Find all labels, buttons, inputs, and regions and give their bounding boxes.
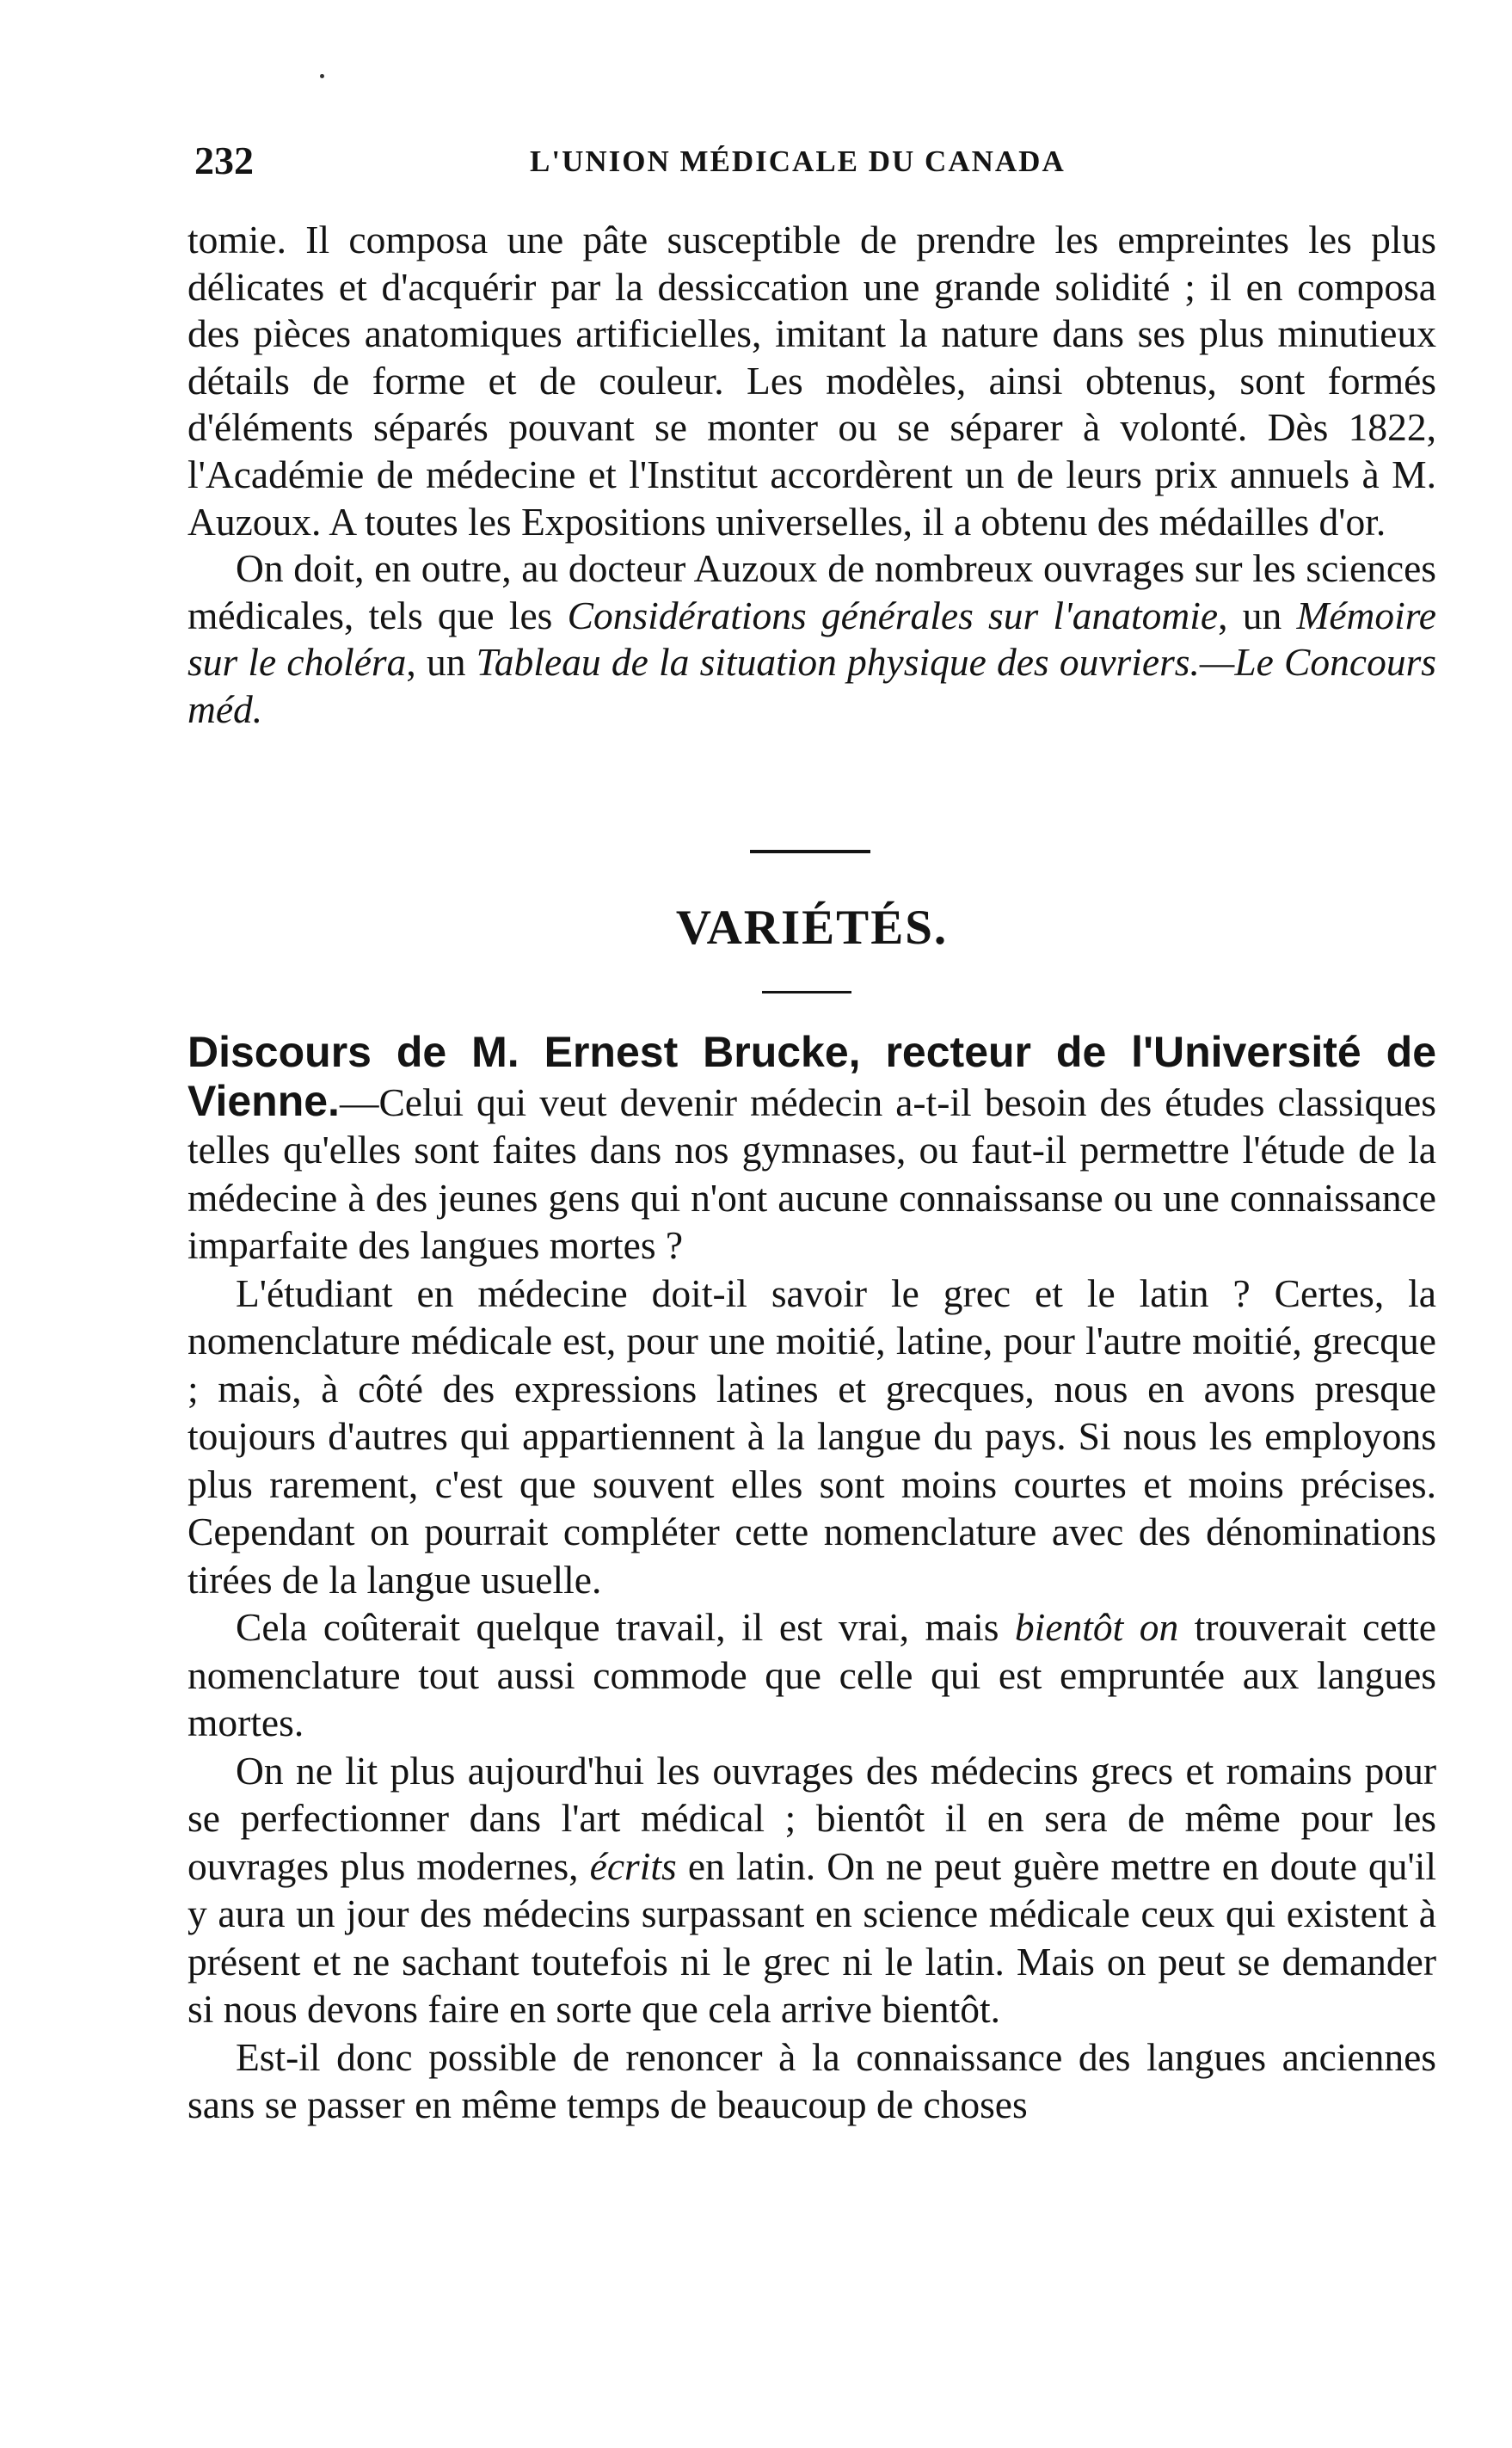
article-paragraph-2 [187, 545, 1436, 733]
running-head [194, 138, 1433, 198]
work-title-memoire: Mémoire sur le choléra [187, 593, 1436, 685]
address-paragraph-2: L'étudiant en médecine doit-il savoir le grec et le latin ? Certes, la nomenclature médicale est, pour une moitié, latine, pour l'autre moitié, grecque ; mais, à côté des expressions latines et grecques, nous en avons presque toujours d'autres qui appartiennent à la langue du pays. Si nous les employons plus rarement, c'est que souvent elles sont moins courtes et moins précises. Cependant on pourrait compléter cette nomenclature avec des dénominations tirées de la langue usuelle. [187, 1270, 1436, 1602]
journal-title: L'UNION MÉDICALE DU CANADA [530, 145, 1066, 178]
separator: , un [406, 640, 476, 685]
address-article [187, 1029, 1436, 2129]
section-title: VARIÉTÉS. [675, 901, 949, 955]
address-paragraph-1-text: —Celui qui veut devenir médecin a-t-il besoin des études classiques telles qu'elles sont faites dans nos gymnases, ou faut-il permettre l'étude de la médecine à des jeunes gens qui n'ont aucune connaissanse ou une connaissance imparfaite des langues mortes ? [187, 1079, 1436, 1267]
separator: , un [1218, 593, 1297, 637]
paragraph-2-lead: On doit, en outre, au docteur Auzoux de nombreux ouvrages sur les sciences médicales, tels que les [187, 546, 1436, 637]
work-title-considerations: Considérations générales sur l'anatomie [567, 593, 1219, 637]
paragraph-3-rest: trouverait cette nomenclature tout aussi commode que celle qui est empruntée aux langues mortes. [187, 1605, 1436, 1744]
address-paragraph-5: Est-il donc possible de renoncer à la connaissance des langues anciennes sans se passer en même temps de beaucoup de choses [187, 2034, 1436, 2126]
page-number: 232 [194, 138, 254, 182]
work-title-tableau: Tableau de la situation physique des ouvriers [476, 640, 1190, 685]
source-citation: .—Le Concours méd. [187, 640, 1436, 731]
paragraph-4-lead: On ne lit plus aujourd'hui les ouvrages des médecins grecs et romains pour se perfectionner dans l'art médical ; bientôt il en sera de même pour les ouvrages plus modernes, [187, 1748, 1436, 1888]
address-title: Discours de M. Ernest Brucke, recteur de l'Université de Vienne. [187, 1028, 1436, 1125]
paragraph-4-rest: en latin. On ne peut guère mettre en doute qu'il y aura un jour des médecins surpassant en science médicale ceux qui existent à présent et ne sachant toutefois ni le grec ni le latin. Mais on peut se demander si nous devons faire en sorte que cela arrive bientôt. [187, 1843, 1436, 2031]
address-paragraph-4 [187, 1747, 1436, 2033]
paragraph-4-italic: écrits [589, 1843, 677, 1888]
ink-speck [320, 74, 324, 78]
paragraph-3-lead: Cela coûterait quelque travail, il est vrai, mais [236, 1605, 1015, 1649]
article-paragraph-1: tomie. Il composa une pâte susceptible de prendre les empreintes les plus délicates et d'acquérir par la dessiccation une grande solidité ; il en composa des pièces anatomiques artificielles, imitant la nature dans ses plus minutieux détails de forme et de couleur. Les modèles, ainsi obtenus, sont formés d'éléments séparés pouvant se monter ou se séparer à volonté. Dès 1822, l'Académie de médecine et l'Institut accordèrent un de leurs prix annuels à M. Auzoux. A toutes les Expositions universelles, il a obtenu des médailles d'or. [187, 218, 1436, 544]
section-divider-bottom [762, 991, 851, 993]
section-divider-top [750, 850, 870, 853]
paragraph-3-italic: bientôt on [1014, 1605, 1179, 1649]
article-conclusion [187, 217, 1436, 734]
address-paragraph-1 [187, 1029, 1436, 1270]
address-paragraph-3 [187, 1603, 1436, 1747]
